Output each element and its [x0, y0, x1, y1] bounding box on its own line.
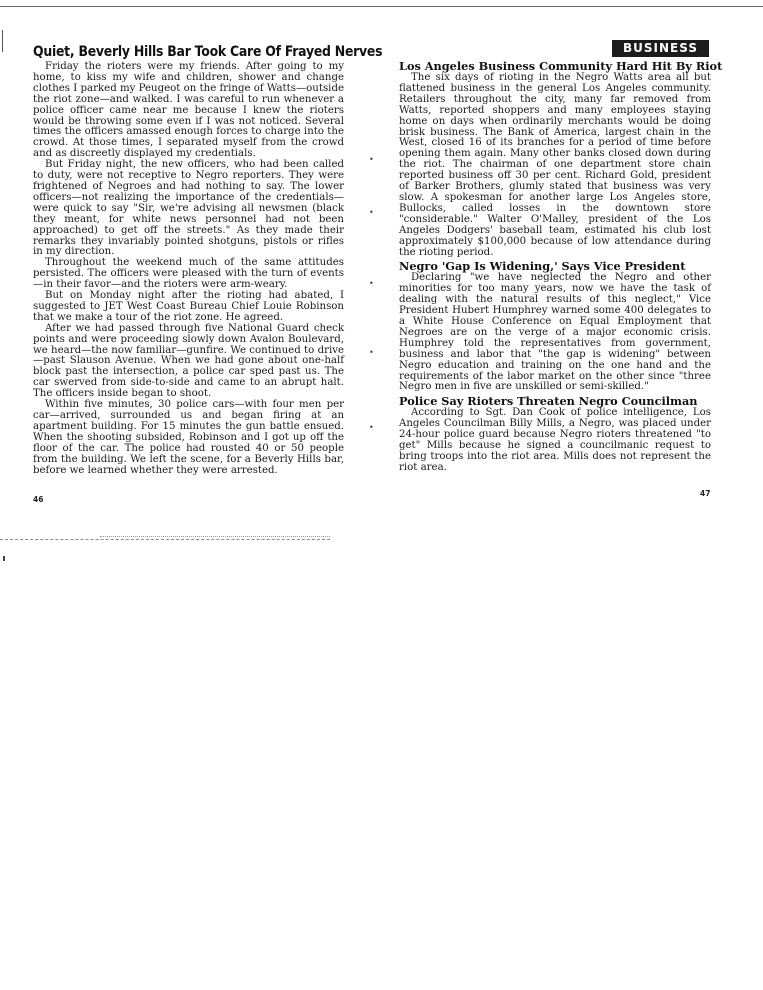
page-number-left: 46 — [33, 495, 44, 504]
section-label: BUSINESS — [612, 40, 709, 57]
story-body: Declaring "we have neglected the Negro and other minorities for too many years, now we have the task of dealing with the natural results of this neglect," Vice President Hubert Humphrey warned some 400 delegates to a White House Conference on Equal Employment that Negroes are on the verge of a major economic crisis. Humphrey told the representatives from government, business and labor that "the gap is widening" between Negro education and training on the one hand and the requirements of the labor market on the other since "three Negro men in five are unskilled or semi-skilled." — [399, 272, 711, 393]
article-paragraph: Within five minutes, 30 police cars—with four men per car—arrived, surrounded us and began firing at an apartment building. For 15 minutes the gun battle ensued. When the shooting subsided, Robinson and I got up off the floor of the car. The police had rousted 40 or 50 people from the building. We left the scene, for a Beverly Hills bar, before we learned whether they were arrested. — [33, 399, 344, 476]
article-paragraph: Throughout the weekend much of the same attitudes persisted. The officers were pleased with the turn of events—in their favor—and the rioters were arm-weary. — [33, 257, 344, 291]
business-column — [399, 40, 723, 474]
story-headline: Police Say Rioters Threaten Negro Councilman — [399, 394, 698, 409]
page-number-right: 47 — [700, 489, 711, 498]
gutter-mark: • — [369, 348, 374, 357]
margin-mark — [2, 30, 3, 52]
article-paragraph: After we had passed through five National Guard check points and were proceeding slowly down Avalon Boulevard, we heard—the now familiar—gunfire. We continued to drive—past Slauson Avenue. When we had gone about one-half block past the intersection, a police car sped past us. The car swerved from side-to-side and came to an abrupt halt. The officers inside began to shoot. — [33, 322, 344, 400]
scan-speck — [3, 556, 5, 561]
top-border-rule — [0, 6, 763, 7]
article-paragraph: But Friday night, the new officers, who had been called to duty, were not receptive to Negro reporters. They were frightened of Negroes and had nothing to say. The lower officers—not realizing the importance of the credentials—were quick to say "Sir, we're advising all newsmen (black they meant, for white news personnel had not been approached) to get off the streets." As they made their remarks they invariably pointed shotguns, pistols or rifles in my direction. — [33, 159, 344, 258]
gutter-mark: • — [369, 208, 374, 217]
left-article — [33, 44, 383, 476]
article-paragraph: Friday the rioters were my friends. After going to my home, to kiss my wife and children, shower and change clothes I parked my Peugeot on the fringe of Watts—outside the riot zone—and walked. I was careful to run whenever a police officer came near me because I knew the rioters would be throwing some even if I was not noticed. Several times the officers amassed enough forces to charge into the crowd. At those times, I separated myself from the crowd and as discreetly displayed my credentials. — [33, 61, 344, 160]
bottom-rule-dotted — [100, 536, 330, 537]
gutter-mark: • — [369, 155, 374, 164]
article-paragraph: But on Monday night after the rioting had abated, I suggested to JET West Coast Bureau Chief Louie Robinson that we make a tour of the riot zone. He agreed. — [33, 290, 344, 323]
story-headline: Los Angeles Business Community Hard Hit By Riot — [399, 59, 723, 73]
gutter-mark: • — [369, 423, 374, 432]
story-headline: Negro 'Gap Is Widening,' Says Vice President — [399, 259, 686, 274]
article-headline: Quiet, Beverly Hills Bar Took Care Of Frayed Nerves — [33, 44, 383, 60]
story-body: According to Sgt. Dan Cook of police intelligence, Los Angeles Councilman Billy Mills, a Negro, was placed under 24-hour police guard because Negro rioters threatened "to get" Mills because he signed a councilmanic request to bring troops into the riot area. Mills does not represent the riot area. — [399, 407, 711, 473]
gutter-mark: • — [369, 279, 374, 288]
story-body: The six days of rioting in the Negro Watts area all but flattened business in the general Los Angeles community. Retailers throughout the city, many far removed from Watts, reported shoppers and many employees staying home on days when ordinarily merchants would be doing brisk business. The Bank of America, largest chain in the West, closed 16 of its branches for a period of time before opening them again. Many other banks closed down during the riot. The chairman of one department store chain reported business off 30 per cent. Richard Gold, president of Barker Brothers, glumly stated that business was very slow. A spokesman for another large Los Angeles store, Bullocks, called losses in the downtown store "considerable." Walter O'Malley, president of the Los Angeles Dodgers' baseball team, estimated his club lost approximately $100,000 because of low attendance during the rioting period. — [399, 72, 711, 258]
bottom-rule — [0, 539, 330, 540]
